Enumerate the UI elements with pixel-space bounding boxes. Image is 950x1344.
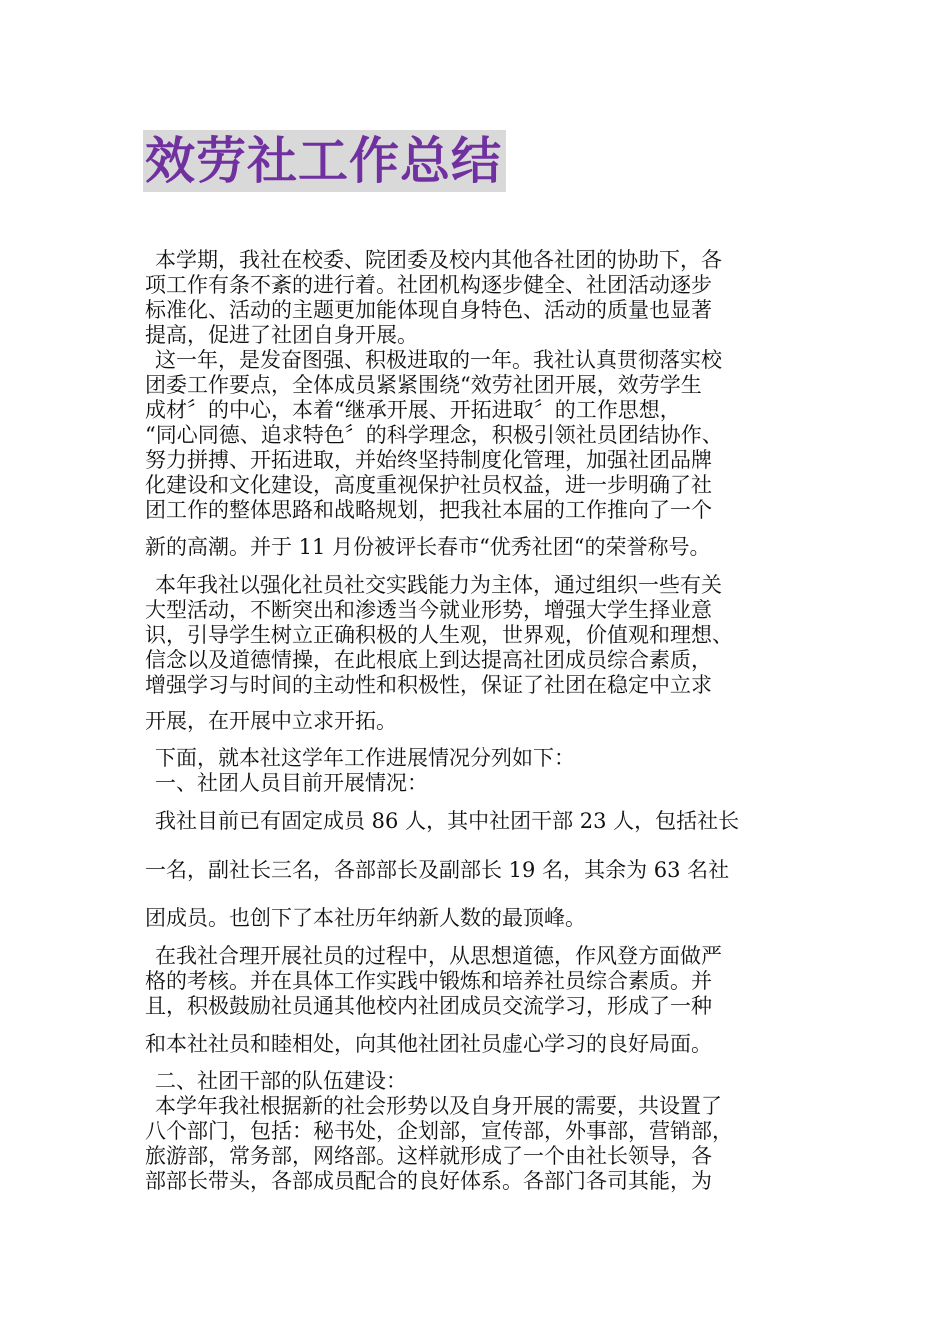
text-line: 一名，副社长三名，各部部长及副部长 19 名，其余为 63 名社 bbox=[145, 858, 730, 882]
paragraph-12 bbox=[145, 1069, 813, 1194]
text-line: 化建设和文化建设，高度重视保护社员权益，进一步明确了社 bbox=[145, 473, 712, 497]
text-line: 团工作的整体思路和战略规划，把我社本届的工作推向了一个 bbox=[145, 498, 712, 522]
text-line: 信念以及道德情操，在此根底上到达提高社团成员综合素质， bbox=[145, 648, 712, 672]
title-highlight bbox=[143, 130, 506, 192]
text-line: 我社目前已有固定成员 86 人，其中社团干部 23 人，包括社长 bbox=[155, 809, 740, 833]
paragraph-3 bbox=[145, 535, 813, 560]
text-line: 二、社团干部的队伍建设： bbox=[155, 1069, 407, 1093]
text-line: 部部长带头，各部成员配合的良好体系。各部门各司其能，为 bbox=[145, 1169, 712, 1193]
text-line: “同心同德、追求特色〞的科学理念，积极引领社员团结协作、 bbox=[145, 423, 723, 447]
text-line: 本年我社以强化社员社交实践能力为主体，通过组织一些有关 bbox=[155, 573, 722, 597]
paragraph-10 bbox=[145, 944, 813, 1019]
text-line: 本学年我社根据新的社会形势以及自身开展的需要，共设置了 bbox=[155, 1094, 722, 1118]
paragraph-6 bbox=[145, 746, 813, 796]
text-line: 八个部门，包括：秘书处，企划部，宣传部，外事部，营销部， bbox=[145, 1119, 733, 1143]
text-line: 标准化、活动的主题更加能体现自身特色、活动的质量也显著 bbox=[145, 298, 712, 322]
paragraph-9 bbox=[145, 906, 813, 931]
paragraph-1 bbox=[145, 248, 813, 348]
text-line: 旅游部，常务部，网络部。这样就形成了一个由社长领导，各 bbox=[145, 1144, 712, 1168]
text-line: 大型活动，不断突出和渗透当今就业形势，增强大学生择业意 bbox=[145, 598, 712, 622]
text-line: 团委工作要点，全体成员紧紧围绕“效劳社团开展，效劳学生 bbox=[145, 373, 702, 397]
paragraph-11 bbox=[145, 1032, 813, 1057]
text-line: 新的高潮。并于 11 月份被评长春市“优秀社团“的荣誉称号。 bbox=[145, 535, 711, 559]
paragraph-2 bbox=[145, 348, 813, 523]
paragraph-5 bbox=[145, 709, 813, 734]
text-line: 项工作有条不紊的进行着。社团机构逐步健全、社团活动逐步 bbox=[145, 273, 712, 297]
text-line: 格的考核。并在具体工作实践中锻炼和培养社员综合素质。并 bbox=[145, 969, 712, 993]
text-line: 本学期，我社在校委、院团委及校内其他各社团的协助下，各 bbox=[155, 248, 722, 272]
text-line: 努力拼搏、开拓进取，并始终坚持制度化管理，加强社团品牌 bbox=[145, 448, 712, 472]
text-line: 在我社合理开展社员的过程中，从思想道德，作风登方面做严 bbox=[155, 944, 722, 968]
document-title: 效劳社工作总结 bbox=[145, 132, 502, 190]
text-line: 提高，促进了社团自身开展。 bbox=[145, 323, 418, 347]
paragraph-8 bbox=[145, 858, 813, 883]
text-line: 成材〞的中心，本着“继承开展、开拓进取〞的工作思想， bbox=[145, 398, 681, 422]
text-line: 一、社团人员目前开展情况： bbox=[155, 771, 428, 795]
text-line: 识，引导学生树立正确积极的人生观，世界观，价值观和理想、 bbox=[145, 623, 733, 647]
paragraph-7 bbox=[145, 809, 813, 834]
text-line: 团成员。也创下了本社历年纳新人数的最顶峰。 bbox=[145, 906, 586, 930]
paragraph-4 bbox=[145, 573, 813, 698]
text-line: 开展，在开展中立求开拓。 bbox=[145, 709, 397, 733]
text-line: 和本社社员和睦相处，向其他社团社员虚心学习的良好局面。 bbox=[145, 1032, 712, 1056]
text-line: 且，积极鼓励社员通其他校内社团成员交流学习，形成了一种 bbox=[145, 994, 712, 1018]
text-line: 下面，就本社这学年工作进展情况分列如下： bbox=[155, 746, 575, 770]
text-line: 增强学习与时间的主动性和积极性，保证了社团在稳定中立求 bbox=[145, 673, 712, 697]
text-line: 这一年，是发奋图强、积极进取的一年。我社认真贯彻落实校 bbox=[155, 348, 722, 372]
